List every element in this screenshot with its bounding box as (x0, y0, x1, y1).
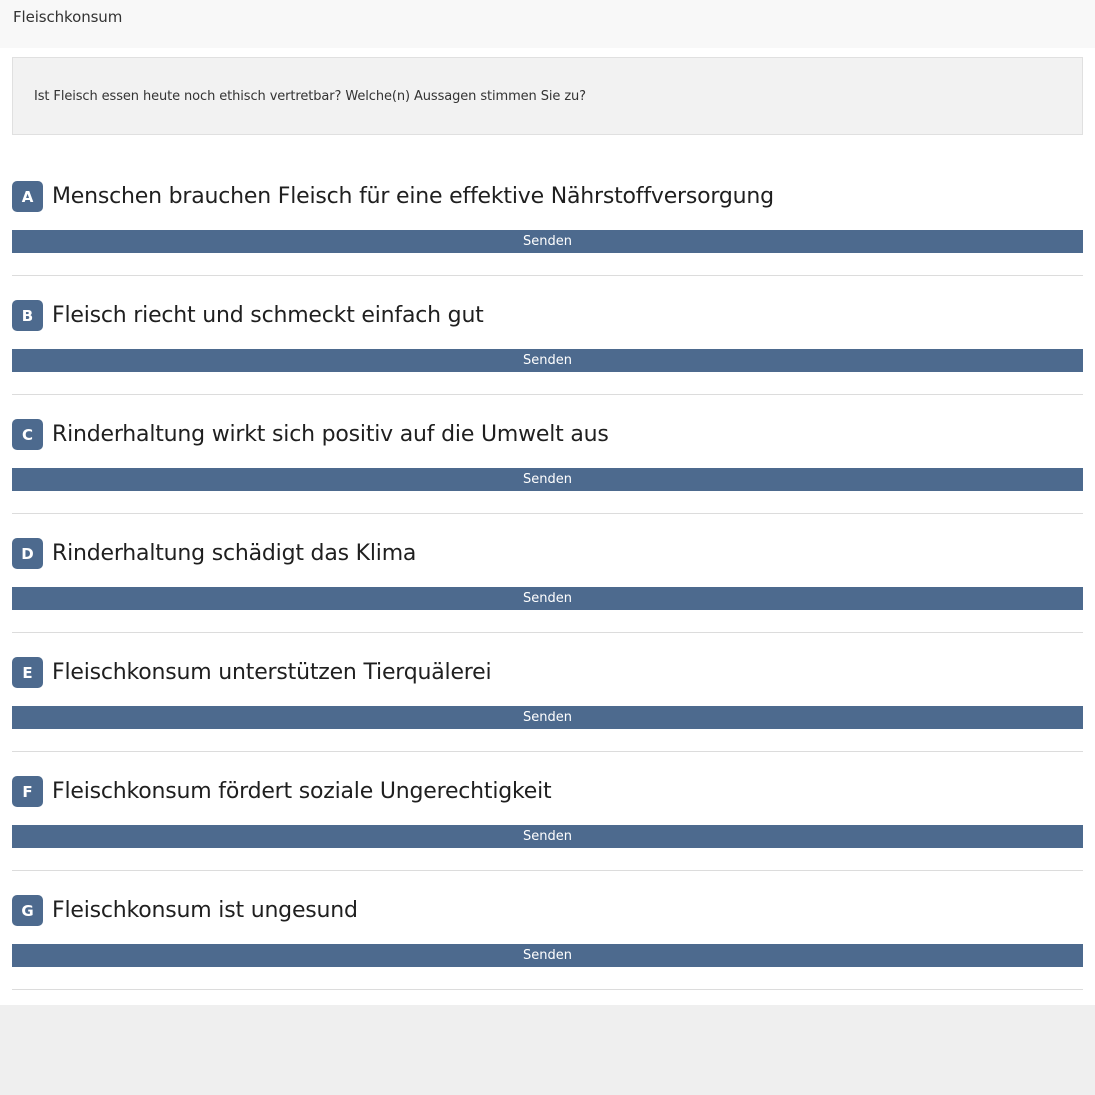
senden-button[interactable]: Senden (12, 349, 1083, 372)
option-letter-badge: F (12, 776, 43, 807)
option-text: Fleisch riecht und schmeckt einfach gut (52, 303, 484, 328)
option-text: Rinderhaltung schädigt das Klima (52, 541, 417, 566)
option-header (12, 895, 1083, 926)
option-header (12, 657, 1083, 688)
option-letter-badge: D (12, 538, 43, 569)
senden-button[interactable]: Senden (12, 706, 1083, 729)
option-header (12, 419, 1083, 450)
option-letter-badge: A (12, 181, 43, 212)
main-content (0, 57, 1095, 1007)
senden-button[interactable]: Senden (12, 944, 1083, 967)
option-block (12, 395, 1083, 514)
option-text: Fleischkonsum unterstützen Tierquälerei (52, 660, 492, 685)
option-block (12, 514, 1083, 633)
option-block (12, 871, 1083, 990)
option-letter-badge: B (12, 300, 43, 331)
question-box (12, 57, 1083, 135)
option-header (12, 300, 1083, 331)
option-block (12, 752, 1083, 871)
option-block (12, 276, 1083, 395)
option-text: Fleischkonsum ist ungesund (52, 898, 358, 923)
options-list (12, 157, 1083, 990)
senden-button[interactable]: Senden (12, 230, 1083, 253)
senden-button[interactable]: Senden (12, 468, 1083, 491)
question-text: Ist Fleisch essen heute noch ethisch vertretbar? Welche(n) Aussagen stimmen Sie zu? (34, 88, 586, 104)
senden-button[interactable]: Senden (12, 825, 1083, 848)
option-block (12, 633, 1083, 752)
page-title: Fleischkonsum (13, 8, 123, 26)
option-header (12, 538, 1083, 569)
option-letter-badge: G (12, 895, 43, 926)
option-header (12, 181, 1083, 212)
footer-area (0, 1005, 1095, 1095)
header-bar (0, 0, 1095, 48)
senden-button[interactable]: Senden (12, 587, 1083, 610)
option-text: Menschen brauchen Fleisch für eine effektive Nährstoffversorgung (52, 184, 774, 209)
option-header (12, 776, 1083, 807)
option-text: Fleischkonsum fördert soziale Ungerechtigkeit (52, 779, 552, 804)
option-letter-badge: C (12, 419, 43, 450)
divider (12, 989, 1083, 990)
option-block (12, 157, 1083, 276)
option-text: Rinderhaltung wirkt sich positiv auf die Umwelt aus (52, 422, 609, 447)
option-letter-badge: E (12, 657, 43, 688)
